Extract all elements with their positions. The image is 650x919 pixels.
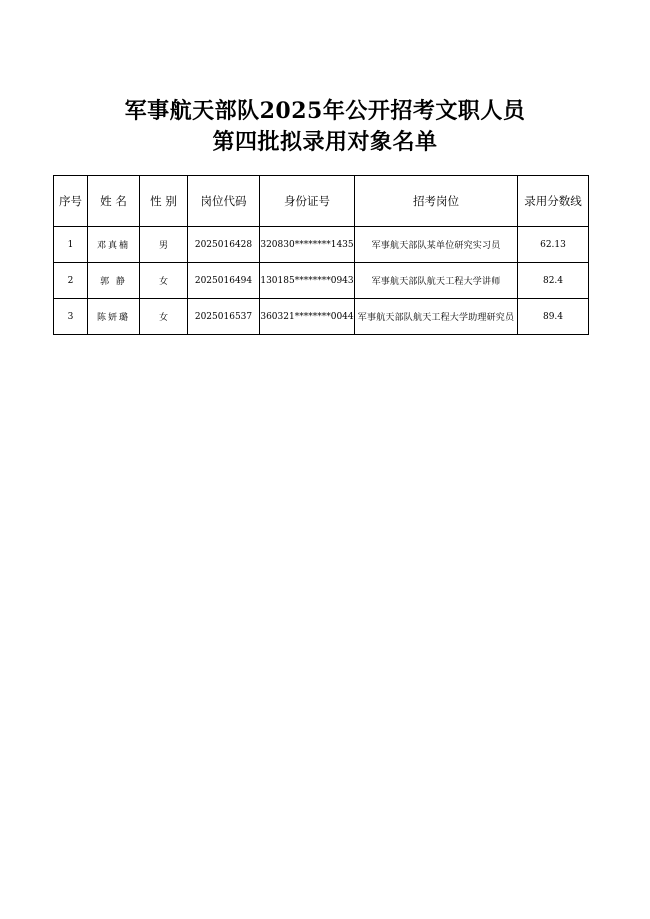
cell-name: 邓真楠	[88, 227, 140, 263]
header-id-number: 身份证号	[260, 176, 355, 227]
cell-gender: 女	[140, 263, 188, 299]
cell-gender: 男	[140, 227, 188, 263]
header-index: 序号	[54, 176, 88, 227]
cell-gender: 女	[140, 299, 188, 335]
cell-position: 军事航天部队某单位研究实习员	[355, 227, 518, 263]
cell-index: 2	[54, 263, 88, 299]
cell-position-code: 2025016428	[188, 227, 260, 263]
cell-position: 军事航天部队航天工程大学助理研究员	[355, 299, 518, 335]
document-title-line2: 第四批拟录用对象名单	[212, 129, 438, 155]
header-position-code: 岗位代码	[188, 176, 260, 227]
cell-index: 3	[54, 299, 88, 335]
cell-name: 郭 静	[88, 263, 140, 299]
cell-id-number: 360321********0044	[260, 299, 355, 335]
document-title-line1: 军事航天部队2025年公开招考文职人员	[124, 98, 526, 124]
cell-score: 89.4	[518, 299, 589, 335]
table-header-row	[54, 176, 589, 227]
header-score-line: 录用分数线	[518, 176, 589, 227]
table-row	[54, 227, 589, 263]
cell-score: 62.13	[518, 227, 589, 263]
admission-table	[53, 175, 589, 335]
cell-index: 1	[54, 227, 88, 263]
header-name: 姓 名	[88, 176, 140, 227]
cell-name: 陈妍璐	[88, 299, 140, 335]
cell-position-code: 2025016537	[188, 299, 260, 335]
cell-id-number: 320830********1435	[260, 227, 355, 263]
cell-score: 82.4	[518, 263, 589, 299]
cell-id-number: 130185********0943	[260, 263, 355, 299]
header-gender: 性 别	[140, 176, 188, 227]
header-position: 招考岗位	[355, 176, 518, 227]
cell-position: 军事航天部队航天工程大学讲师	[355, 263, 518, 299]
cell-position-code: 2025016494	[188, 263, 260, 299]
table-row	[54, 263, 589, 299]
table-row	[54, 299, 589, 335]
